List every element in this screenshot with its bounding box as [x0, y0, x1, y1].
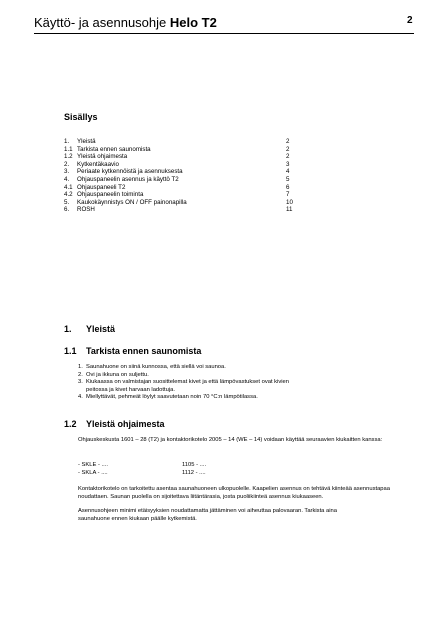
section-1-heading: 1. Yleistä [64, 324, 116, 334]
safety-paragraph: Asennusohjeen minimi etäisyyksien noudattamatta jättäminen voi aiheuttaa palovaaran. Tarkista aina saunahuone ennen kiukaan päälle kytkemistä. [78, 508, 337, 522]
toc-item-page: 5 [286, 175, 290, 183]
toc-item [64, 168, 296, 176]
toc-item-text: Tarkista ennen saunomista [77, 145, 151, 153]
toc-item-number: 6. [64, 206, 70, 214]
document-title: Käyttö- ja asennusohje Helo T2 [34, 15, 217, 30]
toc-item-number: 5. [64, 198, 70, 206]
toc-item [64, 206, 296, 214]
toc-item-number: 1.1 [64, 145, 73, 153]
toc-item [64, 176, 296, 184]
model-row [78, 470, 308, 478]
toc-item-number: 1.2 [64, 153, 73, 161]
header-divider [34, 33, 414, 34]
page-number: 2 [407, 15, 413, 26]
toc-item-number: 4. [64, 175, 70, 183]
checklist [78, 364, 298, 402]
toc-title: Sisällys [64, 112, 98, 122]
toc-item-number: 2. [64, 160, 70, 168]
checklist-item-number: 2. [78, 371, 83, 378]
toc-item-page: 2 [286, 153, 290, 161]
toc-item-number: 4.2 [64, 191, 73, 199]
model-code: - SKLE - .... [78, 462, 108, 468]
model-code: - SKLA - .... [78, 469, 108, 476]
toc-item-text: Yleistä [77, 138, 96, 145]
heater-models [78, 462, 308, 477]
toc-item [64, 161, 296, 169]
toc-item-page: 10 [286, 198, 293, 206]
checklist-item-text: Kiukaassa on valmistajan suosittelemat kivet ja että lämpövastukset ovat kivien peitossa ja kivet harvaan ladottuja. [86, 379, 289, 393]
toc-item-number: 4.1 [64, 183, 73, 191]
toc-item-text: Kaukokäynnistys ON / OFF painonapilla [77, 198, 187, 206]
toc-item-page: 2 [286, 138, 290, 145]
checklist-item-number: 3. [78, 379, 83, 386]
toc-item [64, 138, 296, 146]
toc-item-text: Kytkentäkaavio [77, 160, 119, 168]
toc-item-text: Periaate kytkennöistä ja asennuksesta [77, 168, 183, 176]
toc-item [64, 184, 296, 192]
checklist-item [78, 394, 298, 402]
toc-item [64, 146, 296, 154]
model-code: 1105 - .... [182, 462, 207, 468]
cabinet-paragraph: Kontaktorikotelo on tarkoitettu asentaa saunahuoneen ulkopuolelle. Kaapelien asennus on tehtävä kiinteää asennustapaa noudattaen. Saunan puolella on sijoitettava liitäntärasia, josta puoliikiinteä asennus kiukaaseen. [78, 486, 390, 500]
toc-item-number: 3. [64, 168, 70, 176]
toc-item-text: Ohjauspaneeli T2 [77, 183, 126, 191]
table-of-contents [64, 138, 296, 214]
toc-item-text: Ohjauspaneelin toiminta [77, 191, 144, 199]
checklist-item-text: Ovi ja ikkuna on suljettu. [86, 371, 149, 378]
toc-item-page: 11 [286, 206, 293, 214]
toc-item-text: Ohjauspaneelin asennus ja käyttö T2 [77, 175, 179, 183]
toc-item [64, 191, 296, 199]
toc-item-text: Yleistä ohjaimesta [77, 153, 128, 161]
toc-item-number: 1. [64, 138, 70, 145]
checklist-item [78, 364, 298, 372]
checklist-item-number: 1. [78, 364, 83, 370]
toc-item [64, 199, 296, 207]
model-code: 1112 - .... [182, 469, 206, 476]
model-row [78, 462, 308, 470]
toc-item-text: ROSH [77, 206, 95, 214]
toc-item-page: 7 [286, 191, 290, 199]
toc-item-page: 4 [286, 168, 290, 176]
toc-item [64, 153, 296, 161]
intro-paragraph: Ohjauskeskusta 1601 – 28 (T2) ja kontaktorikotelo 2005 – 14 (WE – 14) voidaan käyttää seuraavien kiukaitten kanssa: [78, 437, 383, 443]
toc-item-page: 3 [286, 160, 290, 168]
checklist-item-text: Miellyttävät, pehmeät löylyt saavutetaan noin 70 °C:n lämpötilassa. [86, 394, 258, 401]
toc-item-page: 6 [286, 183, 290, 191]
checklist-item-number: 4. [78, 394, 83, 401]
document-header [34, 14, 414, 32]
section-1-1-heading: 1.1 Tarkista ennen saunomista [64, 346, 202, 356]
checklist-item-text: Saunahuone on siinä kunnossa, että siellä voi saunoa. [86, 364, 226, 370]
toc-item-page: 2 [286, 145, 290, 153]
checklist-item [78, 379, 298, 394]
checklist-item [78, 372, 298, 380]
section-1-2-heading: 1.2 Yleistä ohjaimesta [64, 419, 165, 429]
